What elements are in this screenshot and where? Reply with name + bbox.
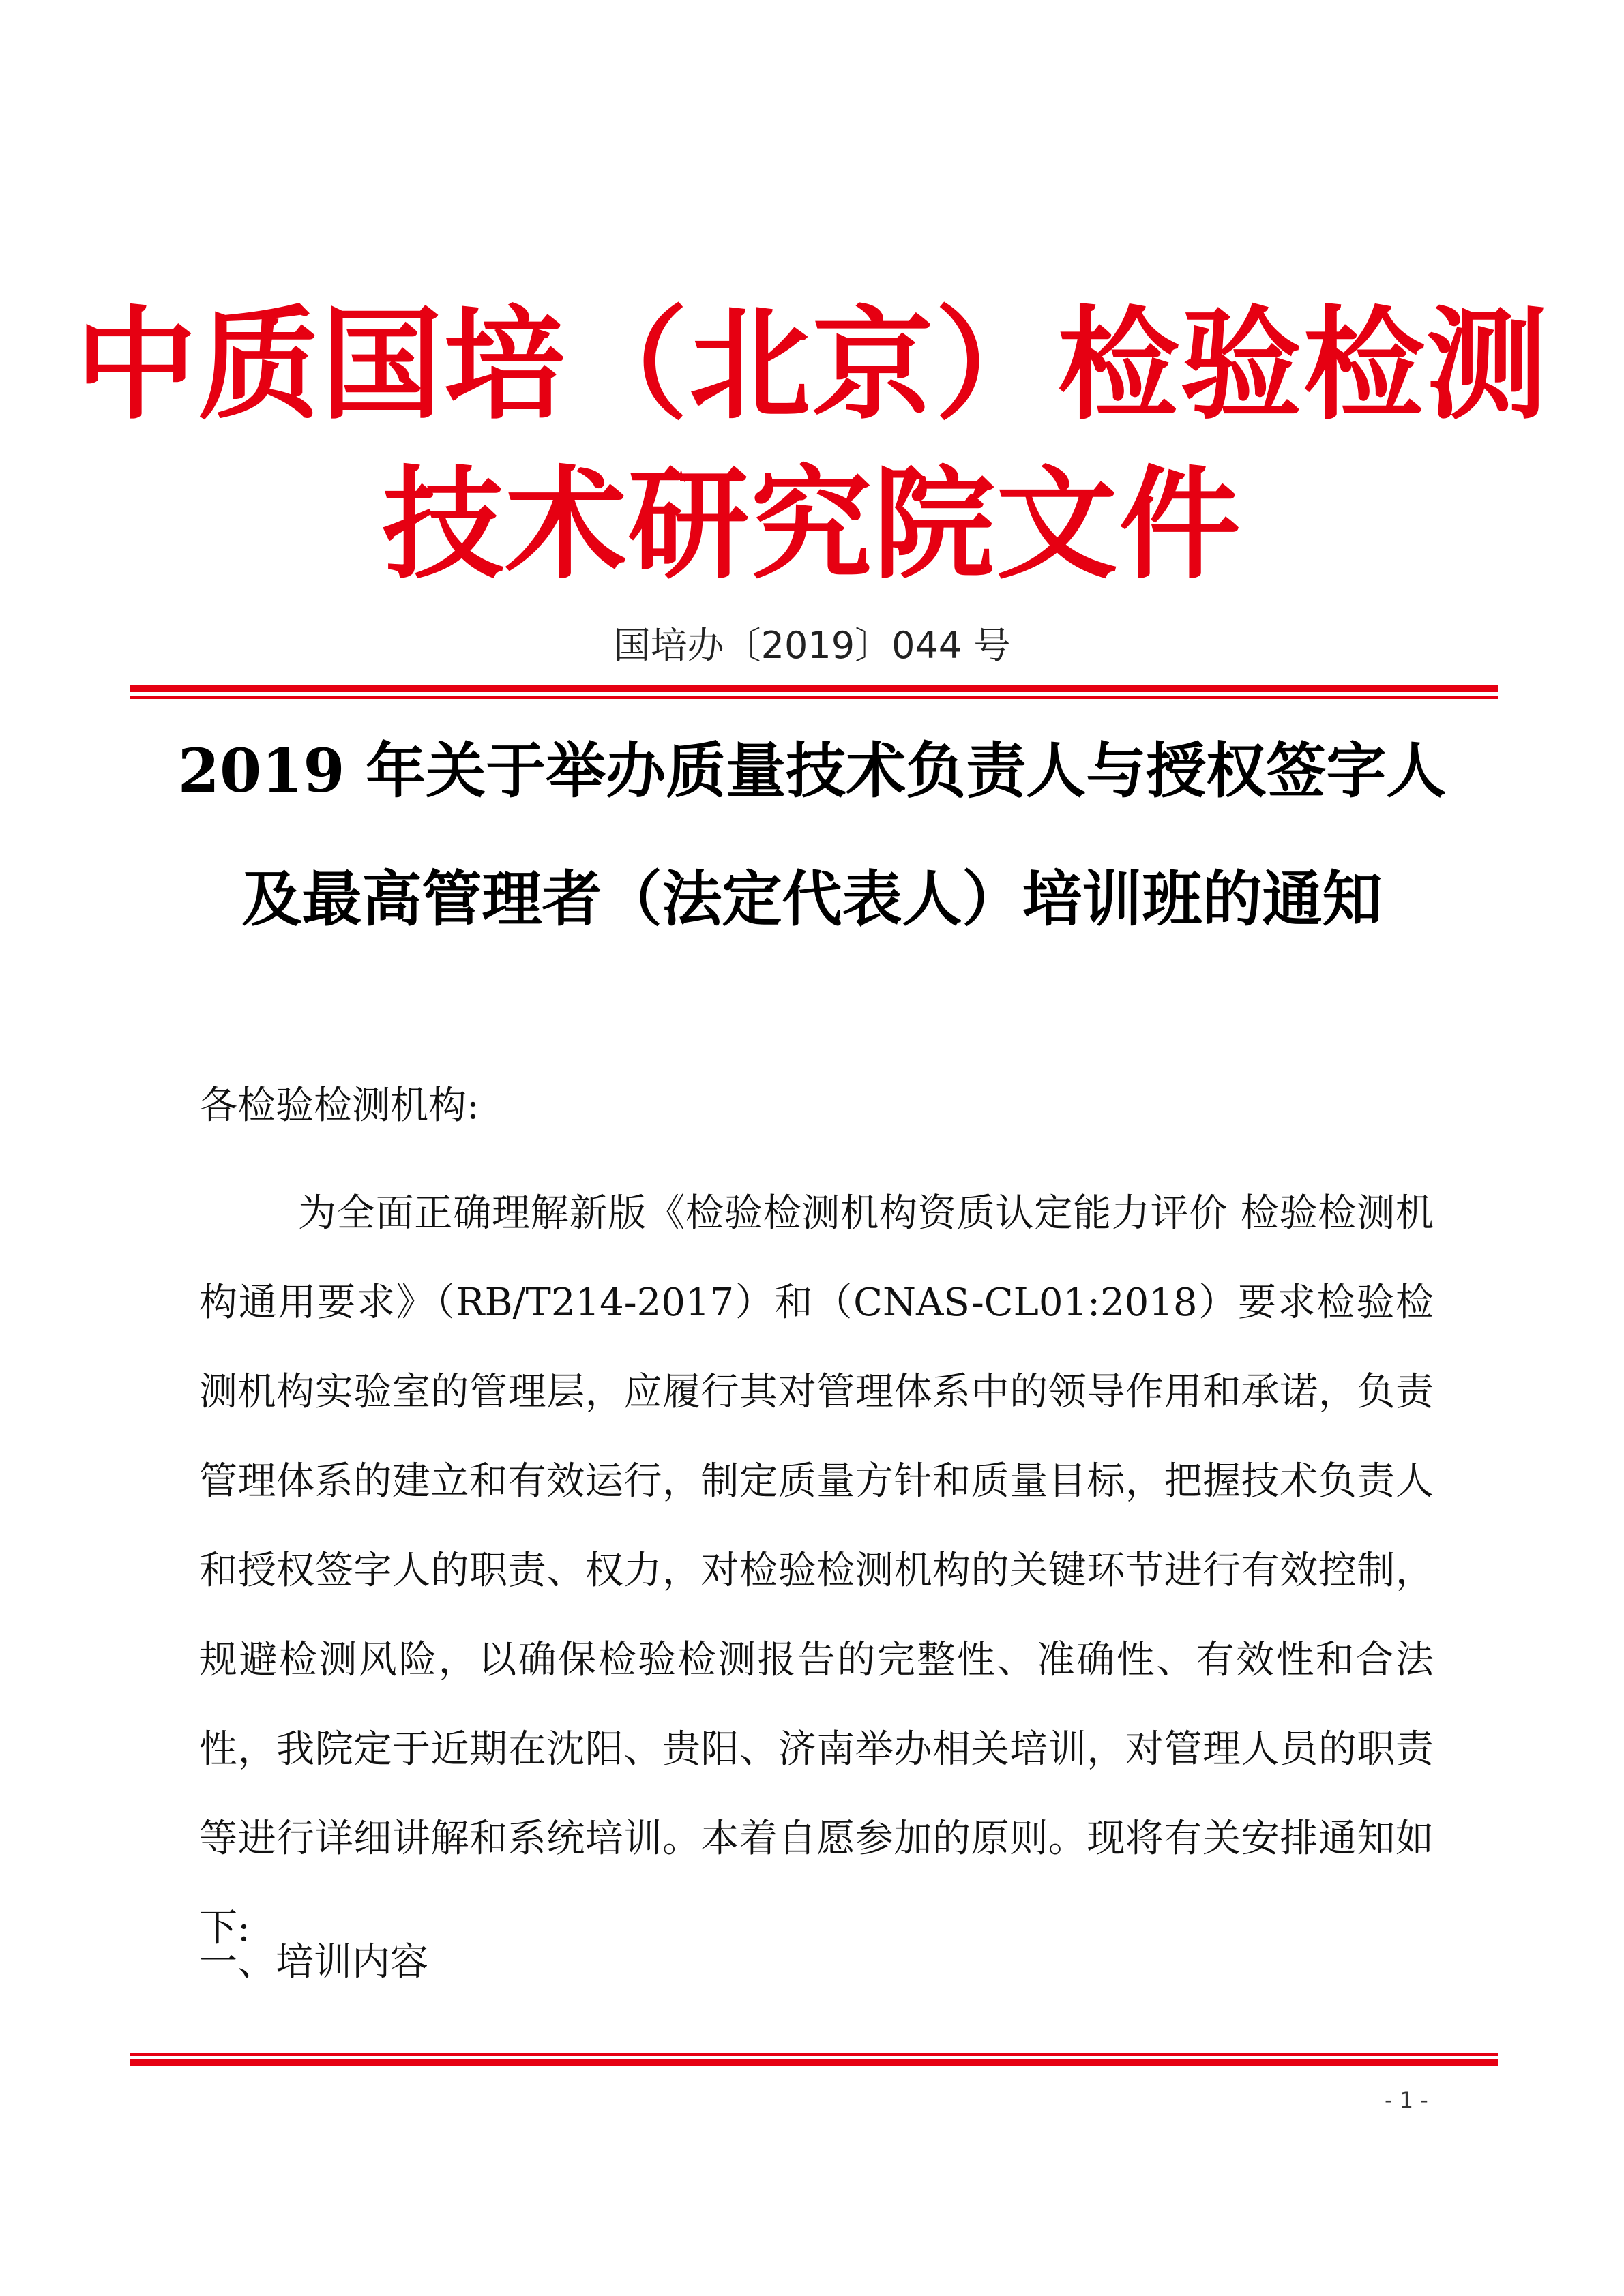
- header-divider-thick: [130, 685, 1498, 692]
- org-name-line-1: 中质国培（北京）检验检测: [75, 295, 1549, 436]
- footer-divider-thin: [130, 2053, 1498, 2056]
- document-number: 国培办〔2019〕044 号: [613, 624, 1011, 667]
- notice-title-line-1: 2019 年关于举办质量技术负责人与授权签字人: [177, 735, 1447, 806]
- section-heading: 一、培训内容: [199, 1940, 428, 1984]
- notice-title-line-2: 及最高管理者（法定代表人）培训班的通知: [241, 863, 1383, 934]
- org-name-line-2: 技术研究院文件: [382, 454, 1242, 595]
- footer-divider-thick: [130, 2059, 1498, 2066]
- body-paragraph: 为全面正确理解新版《检验检测机构资质认定能力评价 检验检测机构通用要求》（RB/T214-2017）和（CNAS-CL01:2018）要求检验检测机构实验室的管理层，应履行其对管理体系中的领导作用和承诺，负责管理体系的建立和有效运行，制定质量方针和质量目标，把握技术负责人和授权签字人的职责、权力，对检验检测机构的关键环节进行有效控制，规避检测风险，以确保检验检测报告的完整性、准确性、有效性和合法性，我院定于近期在沈阳、贵阳、济南举办相关培训，对管理人员的职责等进行详细讲解和系统培训。本着自愿参加的原则。现将有关安排通知如下:: [199, 1191, 1434, 1950]
- salutation: 各检验检测机构:: [199, 1084, 479, 1128]
- header-divider-thin: [130, 696, 1498, 699]
- page-number: - 1 -: [1385, 2087, 1428, 2113]
